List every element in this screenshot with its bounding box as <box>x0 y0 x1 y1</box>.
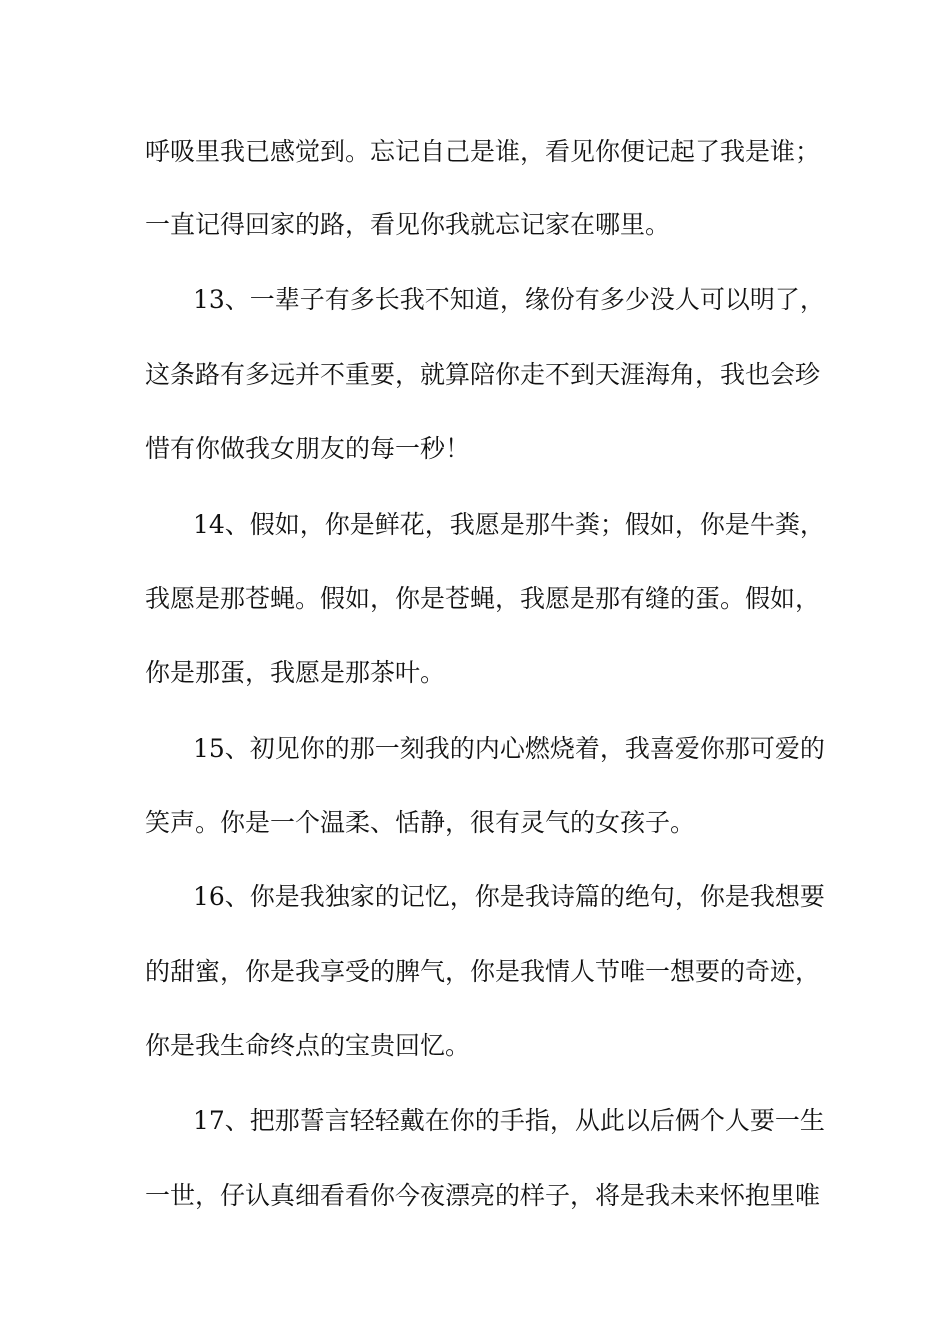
text-line: 一直记得回家的路，看见你我就忘记家在哪里。 <box>145 210 671 239</box>
paragraph-15-start: 15、初见你的那一刻我的内心燃烧着，我喜爱你那可爱的 <box>193 734 825 763</box>
text-line: 一世，仔认真细看看你今夜漂亮的样子，将是我未来怀抱里唯 <box>145 1181 821 1210</box>
text-line: 我愿是那苍蝇。假如，你是苍蝇，我愿是那有缝的蛋。假如， <box>145 584 821 613</box>
text-line: 笑声。你是一个温柔、恬静，很有灵气的女孩子。 <box>145 808 696 837</box>
paragraph-13-start: 13、一辈子有多长我不知道，缘份有多少没人可以明了， <box>193 285 825 314</box>
paragraph-17-start: 17、把那誓言轻轻戴在你的手指，从此以后俩个人要一生 <box>193 1106 825 1135</box>
paragraph-14-start: 14、假如，你是鲜花，我愿是那牛粪；假如，你是牛粪， <box>193 510 825 539</box>
text-line: 你是我生命终点的宝贵回忆。 <box>145 1031 471 1060</box>
text-line: 你是那蛋，我愿是那茶叶。 <box>145 658 446 687</box>
text-line: 呼吸里我已感觉到。忘记自己是谁，看见你便记起了我是谁； <box>145 137 821 166</box>
text-line: 这条路有多远并不重要，就算陪你走不到天涯海角，我也会珍 <box>145 360 821 389</box>
text-line: 的甜蜜，你是我享受的脾气，你是我情人节唯一想要的奇迹， <box>145 957 821 986</box>
paragraph-16-start: 16、你是我独家的记忆，你是我诗篇的绝句，你是我想要 <box>193 882 825 911</box>
text-line: 惜有你做我女朋友的每一秒！ <box>145 434 471 463</box>
